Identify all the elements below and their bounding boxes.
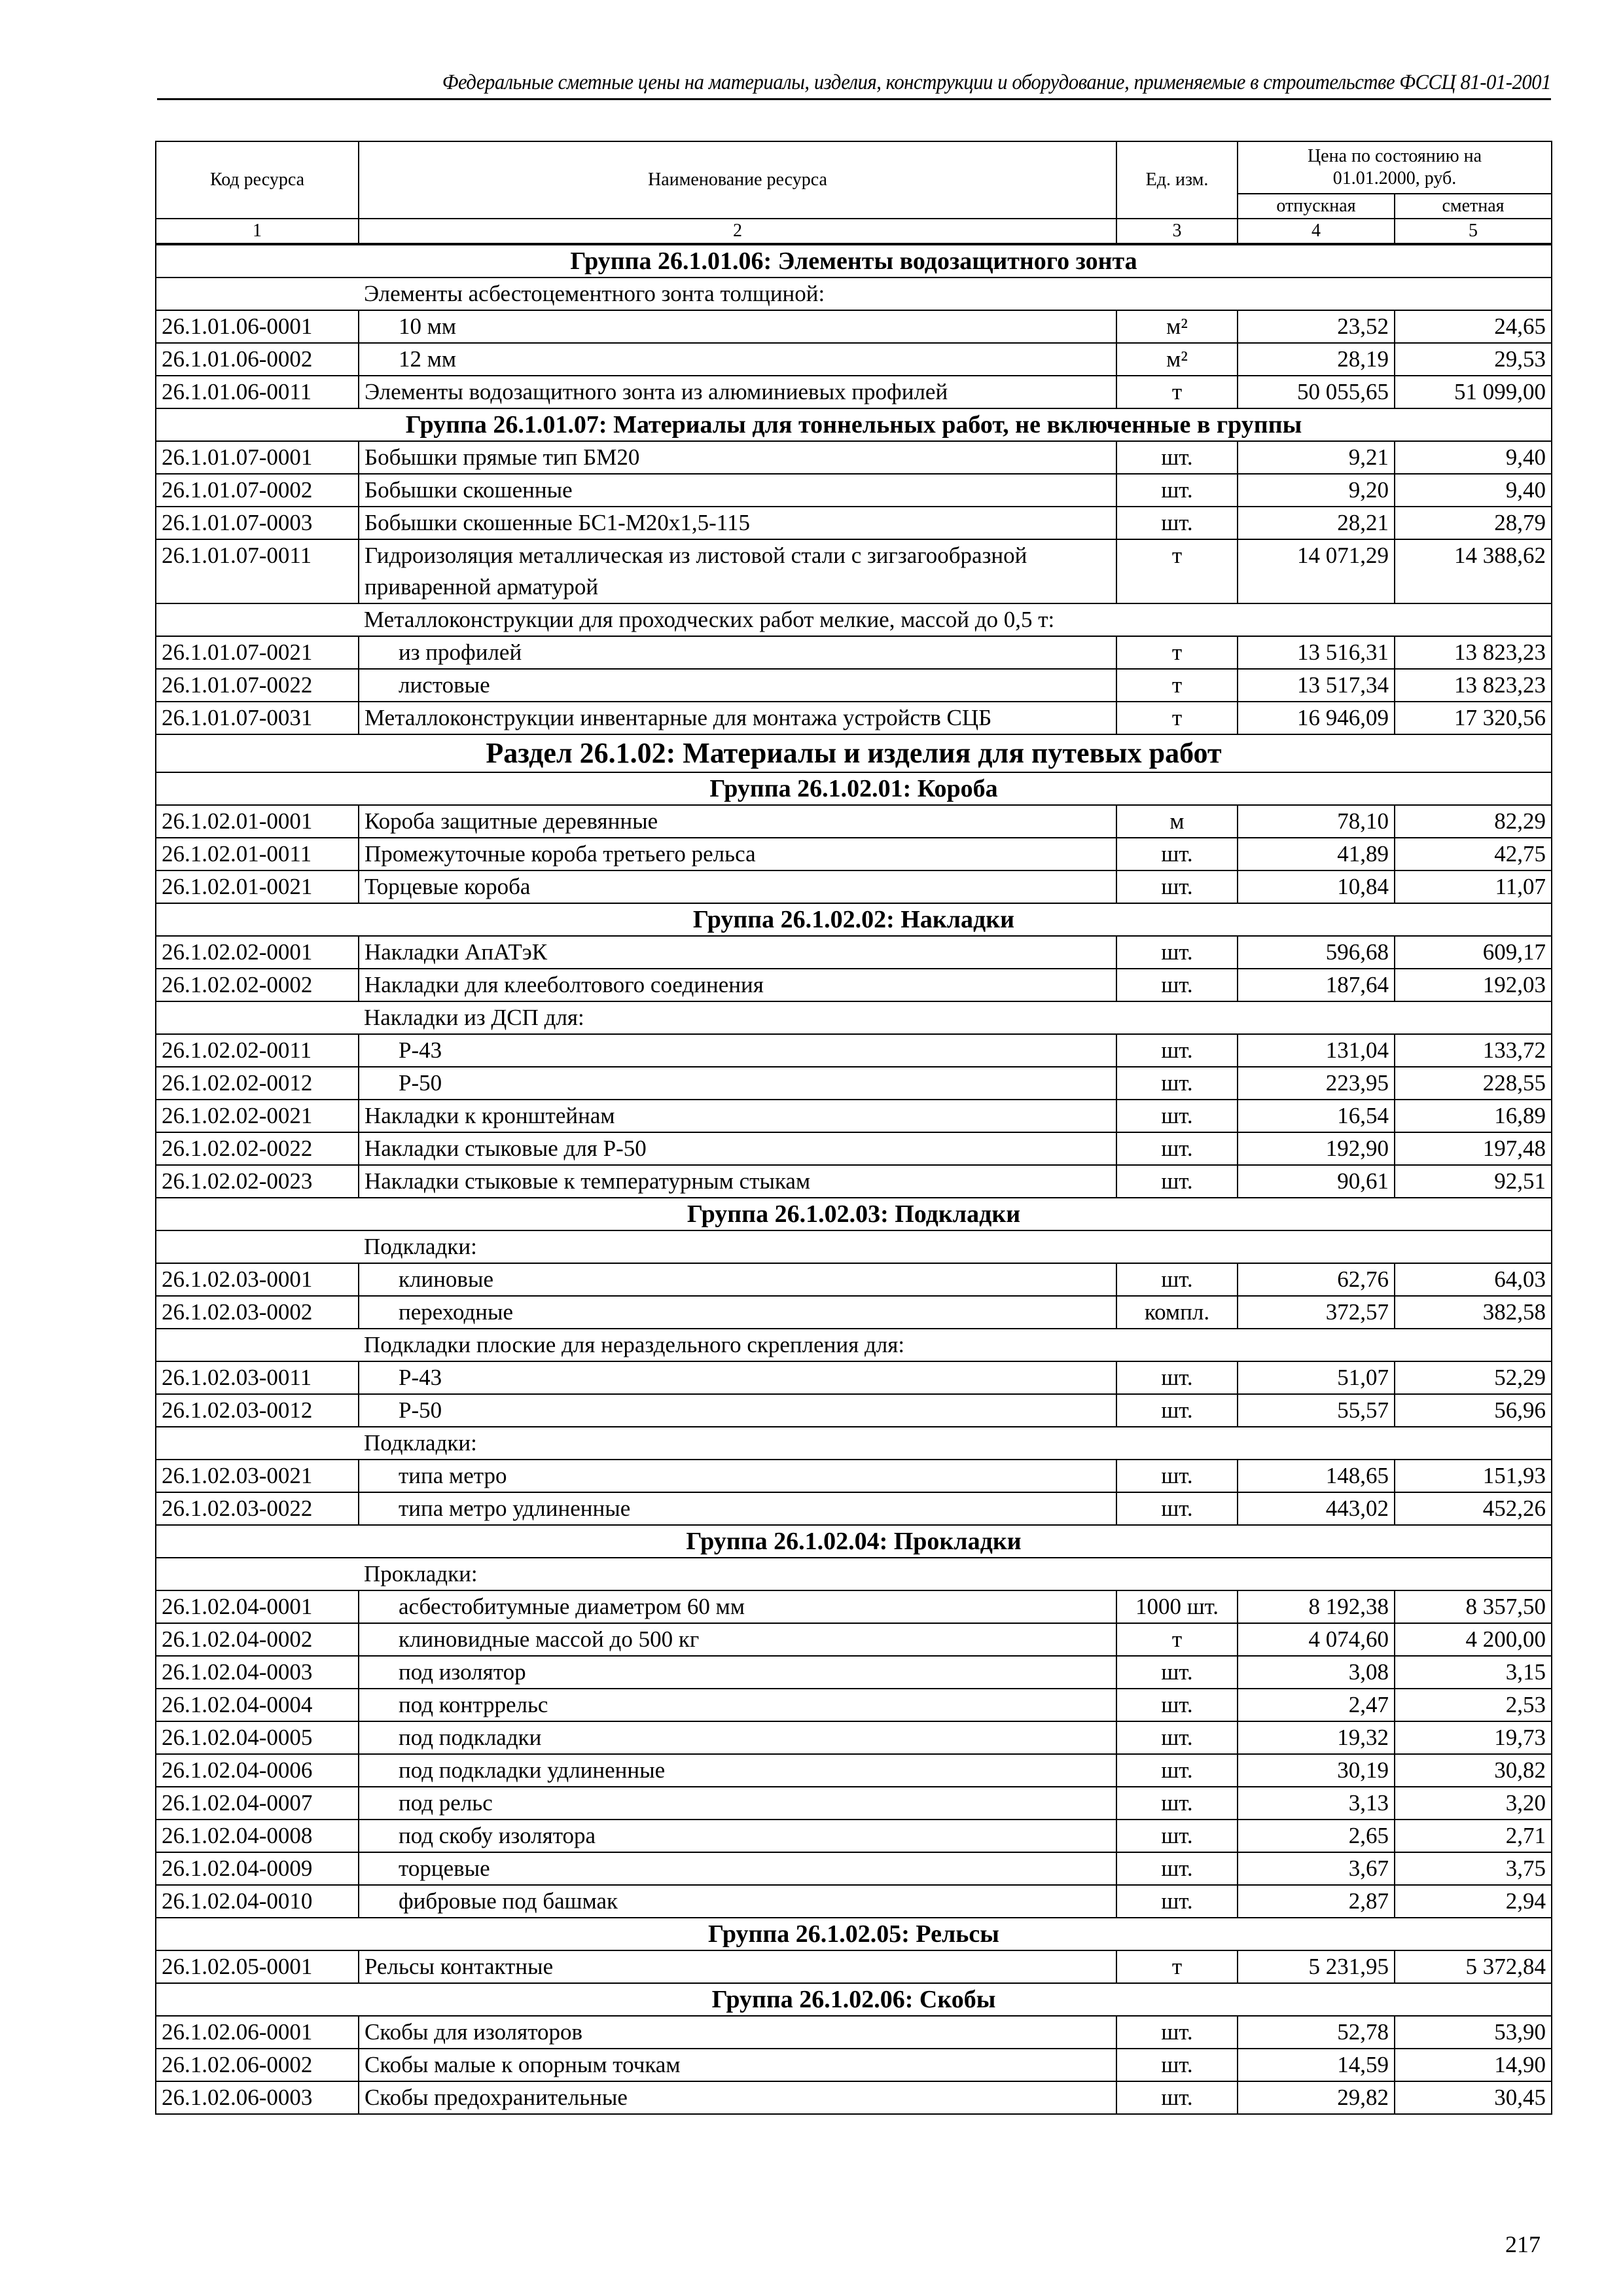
resource-name: Накладки к кронштейнам [359, 1100, 1116, 1132]
resource-name: листовые [359, 669, 1116, 702]
table-row [156, 1132, 1552, 1165]
col-number: 1 [156, 219, 359, 244]
unit: шт. [1116, 507, 1238, 539]
estimate-price: 4 200,00 [1395, 1623, 1552, 1656]
resource-code: 26.1.02.04-0002 [156, 1623, 359, 1656]
unit: шт. [1116, 2016, 1238, 2049]
release-price: 28,19 [1238, 343, 1395, 376]
release-price: 9,21 [1238, 441, 1395, 474]
release-price: 223,95 [1238, 1067, 1395, 1100]
estimate-price: 3,15 [1395, 1656, 1552, 1689]
unit: т [1116, 539, 1238, 603]
group-heading: Группа 26.1.01.07: Материалы для тоннельных работ, не включенные в группы [156, 408, 1552, 441]
unit: шт. [1116, 1132, 1238, 1165]
table-row [156, 1721, 1552, 1754]
estimate-price: 51 099,00 [1395, 376, 1552, 408]
group-heading: Группа 26.1.02.05: Рельсы [156, 1918, 1552, 1950]
release-price: 16 946,09 [1238, 702, 1395, 734]
release-price: 9,20 [1238, 474, 1395, 507]
table-body [156, 244, 1552, 2114]
subheading-row [156, 278, 1552, 310]
empty-cell [156, 603, 359, 636]
resource-name: Р-43 [359, 1034, 1116, 1067]
release-price: 50 055,65 [1238, 376, 1395, 408]
subheading-row [156, 1427, 1552, 1460]
resource-name: под скобу изолятора [359, 1820, 1116, 1852]
resource-name: Торцевые короба [359, 870, 1116, 903]
unit: 1000 шт. [1116, 1590, 1238, 1623]
group-heading: Группа 26.1.02.06: Скобы [156, 1983, 1552, 2016]
resource-code: 26.1.02.04-0006 [156, 1754, 359, 1787]
table-row [156, 1689, 1552, 1721]
table-row [156, 1460, 1552, 1492]
estimate-price: 9,40 [1395, 441, 1552, 474]
release-price: 62,76 [1238, 1263, 1395, 1296]
resource-code: 26.1.02.02-0022 [156, 1132, 359, 1165]
subheading-text: Подкладки: [359, 1427, 1552, 1460]
estimate-price: 82,29 [1395, 805, 1552, 838]
resource-name: Рельсы контактные [359, 1950, 1116, 1983]
unit: шт. [1116, 2081, 1238, 2114]
col-header-price: Цена по состоянию на 01.01.2000, руб. [1238, 141, 1552, 194]
resource-name: Гидроизоляция металлическая из листовой стали с зигзагообразной приваренной арматурой [359, 539, 1116, 603]
unit: шт. [1116, 1689, 1238, 1721]
col-header-unit: Ед. изм. [1116, 141, 1238, 219]
resource-code: 26.1.02.01-0011 [156, 838, 359, 870]
unit: шт. [1116, 441, 1238, 474]
resource-name: из профилей [359, 636, 1116, 669]
resource-name: Металлоконструкции инвентарные для монтажа устройств СЦБ [359, 702, 1116, 734]
group-heading-row [156, 772, 1552, 805]
group-heading-row [156, 1983, 1552, 2016]
release-price: 148,65 [1238, 1460, 1395, 1492]
resource-code: 26.1.02.03-0021 [156, 1460, 359, 1492]
unit: шт. [1116, 1263, 1238, 1296]
group-heading-row [156, 244, 1552, 278]
subheading-text: Металлоконструкции для проходческих работ мелкие, массой до 0,5 т: [359, 603, 1552, 636]
release-price: 51,07 [1238, 1361, 1395, 1394]
table-row [156, 1492, 1552, 1525]
release-price: 3,13 [1238, 1787, 1395, 1820]
group-heading: Группа 26.1.02.01: Короба [156, 772, 1552, 805]
table-row [156, 441, 1552, 474]
resource-name: под рельс [359, 1787, 1116, 1820]
table-row [156, 1394, 1552, 1427]
estimate-price: 42,75 [1395, 838, 1552, 870]
unit: шт. [1116, 1067, 1238, 1100]
resource-code: 26.1.02.03-0001 [156, 1263, 359, 1296]
release-price: 13 516,31 [1238, 636, 1395, 669]
unit: шт. [1116, 1100, 1238, 1132]
resource-name: Накладки АпАТэК [359, 936, 1116, 969]
resource-name: 10 мм [359, 310, 1116, 343]
release-price: 78,10 [1238, 805, 1395, 838]
resource-name: Скобы предохранительные [359, 2081, 1116, 2114]
resource-name: переходные [359, 1296, 1116, 1329]
subheading-row [156, 1001, 1552, 1034]
estimate-price: 133,72 [1395, 1034, 1552, 1067]
estimate-price: 3,75 [1395, 1852, 1552, 1885]
release-price: 3,67 [1238, 1852, 1395, 1885]
unit: т [1116, 1623, 1238, 1656]
release-price: 52,78 [1238, 2016, 1395, 2049]
table-row [156, 507, 1552, 539]
estimate-price: 11,07 [1395, 870, 1552, 903]
section-heading: Раздел 26.1.02: Материалы и изделия для путевых работ [156, 734, 1552, 772]
unit: м² [1116, 343, 1238, 376]
table-row [156, 1263, 1552, 1296]
unit: т [1116, 702, 1238, 734]
empty-cell [156, 1427, 359, 1460]
table-row [156, 1100, 1552, 1132]
col-number: 3 [1116, 219, 1238, 244]
resource-code: 26.1.01.07-0003 [156, 507, 359, 539]
price-table [155, 141, 1552, 2115]
resource-code: 26.1.01.07-0021 [156, 636, 359, 669]
table-row [156, 702, 1552, 734]
col-header-estimate: сметная [1395, 194, 1552, 219]
subheading-row [156, 1329, 1552, 1361]
estimate-price: 13 823,23 [1395, 669, 1552, 702]
table-row [156, 936, 1552, 969]
resource-name: Скобы для изоляторов [359, 2016, 1116, 2049]
table-row [156, 2049, 1552, 2081]
resource-name: клиновые [359, 1263, 1116, 1296]
table-row [156, 1034, 1552, 1067]
release-price: 55,57 [1238, 1394, 1395, 1427]
unit: шт. [1116, 1787, 1238, 1820]
unit: шт. [1116, 1460, 1238, 1492]
resource-code: 26.1.02.06-0003 [156, 2081, 359, 2114]
table-row [156, 1067, 1552, 1100]
resource-code: 26.1.02.03-0022 [156, 1492, 359, 1525]
resource-name: типа метро [359, 1460, 1116, 1492]
resource-name: клиновидные массой до 500 кг [359, 1623, 1116, 1656]
unit: м [1116, 805, 1238, 838]
unit: шт. [1116, 1361, 1238, 1394]
unit: шт. [1116, 2049, 1238, 2081]
col-number: 4 [1238, 219, 1395, 244]
table-row [156, 474, 1552, 507]
release-price: 23,52 [1238, 310, 1395, 343]
subheading-text: Подкладки: [359, 1230, 1552, 1263]
empty-cell [156, 1329, 359, 1361]
estimate-price: 3,20 [1395, 1787, 1552, 1820]
estimate-price: 197,48 [1395, 1132, 1552, 1165]
running-header: Федеральные сметные цены на материалы, изделия, конструкции и оборудование, применяемые в строительстве ФССЦ 81-01-2001 [442, 71, 1552, 94]
estimate-price: 5 372,84 [1395, 1950, 1552, 1983]
unit: т [1116, 636, 1238, 669]
resource-code: 26.1.02.02-0001 [156, 936, 359, 969]
estimate-price: 2,71 [1395, 1820, 1552, 1852]
table-row [156, 343, 1552, 376]
resource-code: 26.1.02.02-0023 [156, 1165, 359, 1198]
table-row [156, 1656, 1552, 1689]
table-row [156, 2081, 1552, 2114]
table-row [156, 636, 1552, 669]
table-row [156, 969, 1552, 1001]
unit: шт. [1116, 1820, 1238, 1852]
estimate-price: 14,90 [1395, 2049, 1552, 2081]
table-row [156, 1852, 1552, 1885]
release-price: 30,19 [1238, 1754, 1395, 1787]
resource-code: 26.1.02.02-0021 [156, 1100, 359, 1132]
unit: т [1116, 1950, 1238, 1983]
unit: шт. [1116, 1721, 1238, 1754]
table-row [156, 376, 1552, 408]
table-row [156, 1885, 1552, 1918]
group-heading: Группа 26.1.01.06: Элементы водозащитного зонта [156, 244, 1552, 278]
resource-code: 26.1.01.07-0001 [156, 441, 359, 474]
estimate-price: 30,82 [1395, 1754, 1552, 1787]
resource-name: Бобышки скошенные [359, 474, 1116, 507]
estimate-price: 151,93 [1395, 1460, 1552, 1492]
unit: шт. [1116, 1656, 1238, 1689]
subheading-row [156, 1558, 1552, 1590]
resource-name: Накладки стыковые к температурным стыкам [359, 1165, 1116, 1198]
table-row [156, 1590, 1552, 1623]
unit: шт. [1116, 474, 1238, 507]
resource-name: Промежуточные короба третьего рельса [359, 838, 1116, 870]
table-row [156, 870, 1552, 903]
resource-name: Элементы водозащитного зонта из алюминиевых профилей [359, 376, 1116, 408]
release-price: 41,89 [1238, 838, 1395, 870]
resource-code: 26.1.02.04-0004 [156, 1689, 359, 1721]
group-heading: Группа 26.1.02.02: Накладки [156, 903, 1552, 936]
resource-code: 26.1.02.04-0003 [156, 1656, 359, 1689]
release-price: 187,64 [1238, 969, 1395, 1001]
resource-code: 26.1.01.07-0002 [156, 474, 359, 507]
subheading-text: Подкладки плоские для нераздельного скрепления для: [359, 1329, 1552, 1361]
table-row [156, 838, 1552, 870]
unit: компл. [1116, 1296, 1238, 1329]
col-number: 5 [1395, 219, 1552, 244]
estimate-price: 29,53 [1395, 343, 1552, 376]
table-row [156, 1787, 1552, 1820]
group-heading: Группа 26.1.02.04: Прокладки [156, 1525, 1552, 1558]
release-price: 16,54 [1238, 1100, 1395, 1132]
resource-code: 26.1.02.02-0012 [156, 1067, 359, 1100]
page-number: 217 [1505, 2231, 1541, 2257]
release-price: 90,61 [1238, 1165, 1395, 1198]
resource-code: 26.1.02.04-0008 [156, 1820, 359, 1852]
unit: шт. [1116, 969, 1238, 1001]
estimate-price: 14 388,62 [1395, 539, 1552, 603]
group-heading-row [156, 408, 1552, 441]
release-price: 14,59 [1238, 2049, 1395, 2081]
table-row [156, 1623, 1552, 1656]
estimate-price: 17 320,56 [1395, 702, 1552, 734]
estimate-price: 8 357,50 [1395, 1590, 1552, 1623]
section-heading-row [156, 734, 1552, 772]
estimate-price: 228,55 [1395, 1067, 1552, 1100]
resource-name: Короба защитные деревянные [359, 805, 1116, 838]
resource-name: Скобы малые к опорным точкам [359, 2049, 1116, 2081]
unit: шт. [1116, 1885, 1238, 1918]
estimate-price: 2,94 [1395, 1885, 1552, 1918]
resource-name: Накладки стыковые для Р-50 [359, 1132, 1116, 1165]
group-heading-row [156, 903, 1552, 936]
unit: шт. [1116, 1394, 1238, 1427]
release-price: 2,65 [1238, 1820, 1395, 1852]
resource-code: 26.1.01.06-0002 [156, 343, 359, 376]
estimate-price: 53,90 [1395, 2016, 1552, 2049]
estimate-price: 452,26 [1395, 1492, 1552, 1525]
resource-name: под изолятор [359, 1656, 1116, 1689]
estimate-price: 64,03 [1395, 1263, 1552, 1296]
estimate-price: 192,03 [1395, 969, 1552, 1001]
release-price: 3,08 [1238, 1656, 1395, 1689]
resource-name: Бобышки прямые тип БМ20 [359, 441, 1116, 474]
resource-name: Бобышки скошенные БС1-М20х1,5-115 [359, 507, 1116, 539]
resource-code: 26.1.02.04-0001 [156, 1590, 359, 1623]
release-price: 4 074,60 [1238, 1623, 1395, 1656]
resource-name: типа метро удлиненные [359, 1492, 1116, 1525]
resource-name: под подкладки удлиненные [359, 1754, 1116, 1787]
estimate-price: 16,89 [1395, 1100, 1552, 1132]
release-price: 596,68 [1238, 936, 1395, 969]
empty-cell [156, 278, 359, 310]
estimate-price: 13 823,23 [1395, 636, 1552, 669]
resource-code: 26.1.02.02-0002 [156, 969, 359, 1001]
group-heading-row [156, 1525, 1552, 1558]
resource-name: Р-43 [359, 1361, 1116, 1394]
resource-code: 26.1.02.03-0012 [156, 1394, 359, 1427]
subheading-text: Элементы асбестоцементного зонта толщиной: [359, 278, 1552, 310]
estimate-price: 9,40 [1395, 474, 1552, 507]
release-price: 29,82 [1238, 2081, 1395, 2114]
resource-code: 26.1.02.04-0007 [156, 1787, 359, 1820]
resource-name: Р-50 [359, 1067, 1116, 1100]
unit: м² [1116, 310, 1238, 343]
release-price: 192,90 [1238, 1132, 1395, 1165]
unit: т [1116, 376, 1238, 408]
header-rule [157, 98, 1551, 100]
resource-name: Накладки для клееболтового соединения [359, 969, 1116, 1001]
col-header-release: отпускная [1238, 194, 1395, 219]
release-price: 131,04 [1238, 1034, 1395, 1067]
estimate-price: 609,17 [1395, 936, 1552, 969]
table-row [156, 539, 1552, 603]
release-price: 8 192,38 [1238, 1590, 1395, 1623]
estimate-price: 92,51 [1395, 1165, 1552, 1198]
resource-name: асбестобитумные диаметром 60 мм [359, 1590, 1116, 1623]
resource-code: 26.1.02.01-0021 [156, 870, 359, 903]
estimate-price: 52,29 [1395, 1361, 1552, 1394]
col-header-code: Код ресурса [156, 141, 359, 219]
subheading-text: Прокладки: [359, 1558, 1552, 1590]
table-row [156, 669, 1552, 702]
unit: шт. [1116, 838, 1238, 870]
resource-code: 26.1.02.04-0009 [156, 1852, 359, 1885]
resource-code: 26.1.01.06-0011 [156, 376, 359, 408]
unit: шт. [1116, 1034, 1238, 1067]
resource-code: 26.1.02.04-0005 [156, 1721, 359, 1754]
unit: т [1116, 669, 1238, 702]
group-heading-row [156, 1198, 1552, 1230]
col-number: 2 [359, 219, 1116, 244]
table-row [156, 1820, 1552, 1852]
table-row [156, 2016, 1552, 2049]
resource-code: 26.1.02.06-0002 [156, 2049, 359, 2081]
resource-name: фибровые под башмак [359, 1885, 1116, 1918]
resource-code: 26.1.02.03-0011 [156, 1361, 359, 1394]
resource-code: 26.1.01.07-0022 [156, 669, 359, 702]
col-header-name: Наименование ресурса [359, 141, 1116, 219]
release-price: 10,84 [1238, 870, 1395, 903]
estimate-price: 56,96 [1395, 1394, 1552, 1427]
table-row [156, 1361, 1552, 1394]
resource-name: торцевые [359, 1852, 1116, 1885]
subheading-text: Накладки из ДСП для: [359, 1001, 1552, 1034]
estimate-price: 28,79 [1395, 507, 1552, 539]
unit: шт. [1116, 1492, 1238, 1525]
release-price: 2,47 [1238, 1689, 1395, 1721]
estimate-price: 2,53 [1395, 1689, 1552, 1721]
estimate-price: 30,45 [1395, 2081, 1552, 2114]
release-price: 19,32 [1238, 1721, 1395, 1754]
table-row [156, 1165, 1552, 1198]
resource-name: Р-50 [359, 1394, 1116, 1427]
resource-code: 26.1.02.02-0011 [156, 1034, 359, 1067]
resource-code: 26.1.02.01-0001 [156, 805, 359, 838]
table-row [156, 805, 1552, 838]
release-price: 14 071,29 [1238, 539, 1395, 603]
release-price: 2,87 [1238, 1885, 1395, 1918]
subheading-row [156, 603, 1552, 636]
resource-code: 26.1.01.06-0001 [156, 310, 359, 343]
unit: шт. [1116, 870, 1238, 903]
estimate-price: 24,65 [1395, 310, 1552, 343]
resource-name: 12 мм [359, 343, 1116, 376]
unit: шт. [1116, 1165, 1238, 1198]
release-price: 5 231,95 [1238, 1950, 1395, 1983]
resource-code: 26.1.02.06-0001 [156, 2016, 359, 2049]
unit: шт. [1116, 936, 1238, 969]
resource-code: 26.1.02.05-0001 [156, 1950, 359, 1983]
resource-code: 26.1.02.03-0002 [156, 1296, 359, 1329]
table-row [156, 1950, 1552, 1983]
release-price: 372,57 [1238, 1296, 1395, 1329]
release-price: 443,02 [1238, 1492, 1395, 1525]
resource-code: 26.1.01.07-0011 [156, 539, 359, 603]
subheading-row [156, 1230, 1552, 1263]
group-heading: Группа 26.1.02.03: Подкладки [156, 1198, 1552, 1230]
resource-name: под подкладки [359, 1721, 1116, 1754]
resource-name: под контррельс [359, 1689, 1116, 1721]
release-price: 28,21 [1238, 507, 1395, 539]
estimate-price: 19,73 [1395, 1721, 1552, 1754]
table-row [156, 1754, 1552, 1787]
resource-code: 26.1.02.04-0010 [156, 1885, 359, 1918]
release-price: 13 517,34 [1238, 669, 1395, 702]
empty-cell [156, 1001, 359, 1034]
estimate-price: 382,58 [1395, 1296, 1552, 1329]
resource-code: 26.1.01.07-0031 [156, 702, 359, 734]
unit: шт. [1116, 1852, 1238, 1885]
table-row [156, 310, 1552, 343]
unit: шт. [1116, 1754, 1238, 1787]
empty-cell [156, 1230, 359, 1263]
empty-cell [156, 1558, 359, 1590]
group-heading-row [156, 1918, 1552, 1950]
table-row [156, 1296, 1552, 1329]
